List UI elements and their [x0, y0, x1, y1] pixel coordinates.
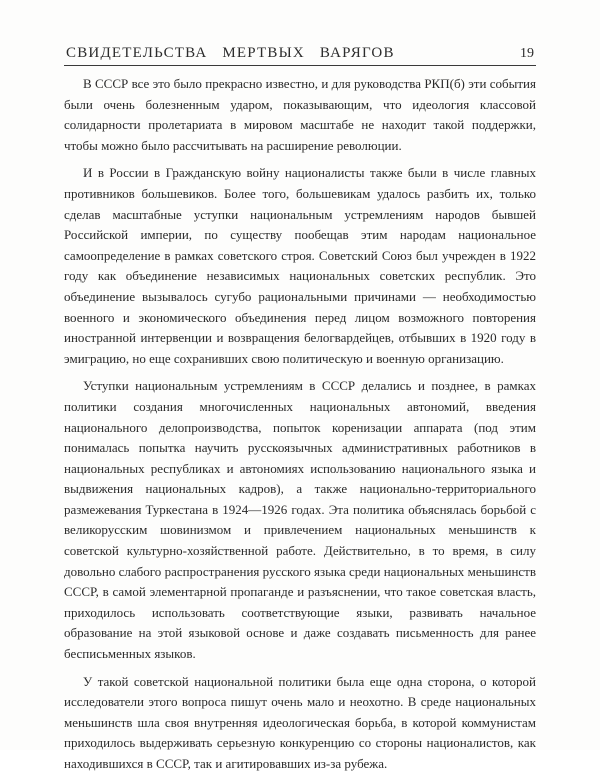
- paragraph-2: И в России в Гражданскую войну националисты также были в числе главных противников большевиков. Более того, большевикам удалось разбить их, только сделав масштабные уступки национальным устремлениям народов бывшей Российской империи, по существу пообещав этим народам национальное самоопределение в рамках советского строя. Советский Союз был учрежден в 1922 году как объединение независимых национальных советских республик. Это объединение вызывалось сугубо рациональными причинами — необходимостью военного и экономического объединения перед лицом возможного повторения иностранной интервенции и возвращения белогвардейцев, отбывших в 1920 году в эмиграцию, но еще сохранивших свою политическую и военную организацию.: [64, 165, 536, 366]
- page-number: 19: [520, 46, 534, 61]
- running-title: СВИДЕТЕЛЬСТВА МЕРТВЫХ ВАРЯГОВ: [66, 45, 395, 61]
- paragraph-3: Уступки национальным устремлениям в СССР делались и позднее, в рамках политики создания многочисленных национальных автономий, введения национального делопроизводства, попыток коренизации аппарата (под этим понималась попытка научить русскоязычных административных работников в национальных республиках и автономиях использованию национального языка и выдвижения национальных кадров), а также национально-территориального размежевания Туркестана в 1924—1926 годах. Эта политика объяснялась борьбой с великорусским шовинизмом и привлечением национальных меньшинств к советской культурно-хозяйственной работе. Действительно, в то время, в силу довольно слабого распространения русского языка среди национальных меньшинств СССР, в самой элементарной пропаганде и разъяснении, что такое советская власть, приходилось использовать соответствующие языки, развивать начальное образование на этой языковой основе и даже создавать письменность для ранее бесписьменных языков.: [64, 378, 536, 662]
- paragraph-4: У такой советской национальной политики была еще одна сторона, о которой исследователи этого вопроса пишут очень мало и неохотно. В среде национальных меньшинств шла своя внутренняя идеологическая борьба, в которой коммунистам приходилось выдерживать серьезную конкуренцию со стороны националистов, как находившихся в СССР, так и агитировавших из-за рубежа.: [64, 673, 536, 771]
- paragraph-1: В СССР все это было прекрасно известно, и для руководства РКП(б) эти события были очень болезненным ударом, показывающим, что идеология классовой солидарности пролетариата в мировом масштабе не находит такой поддержки, чтобы можно было рассчитывать на расширение революции.: [64, 76, 536, 153]
- running-head: [64, 34, 536, 66]
- body-text: [64, 74, 536, 775]
